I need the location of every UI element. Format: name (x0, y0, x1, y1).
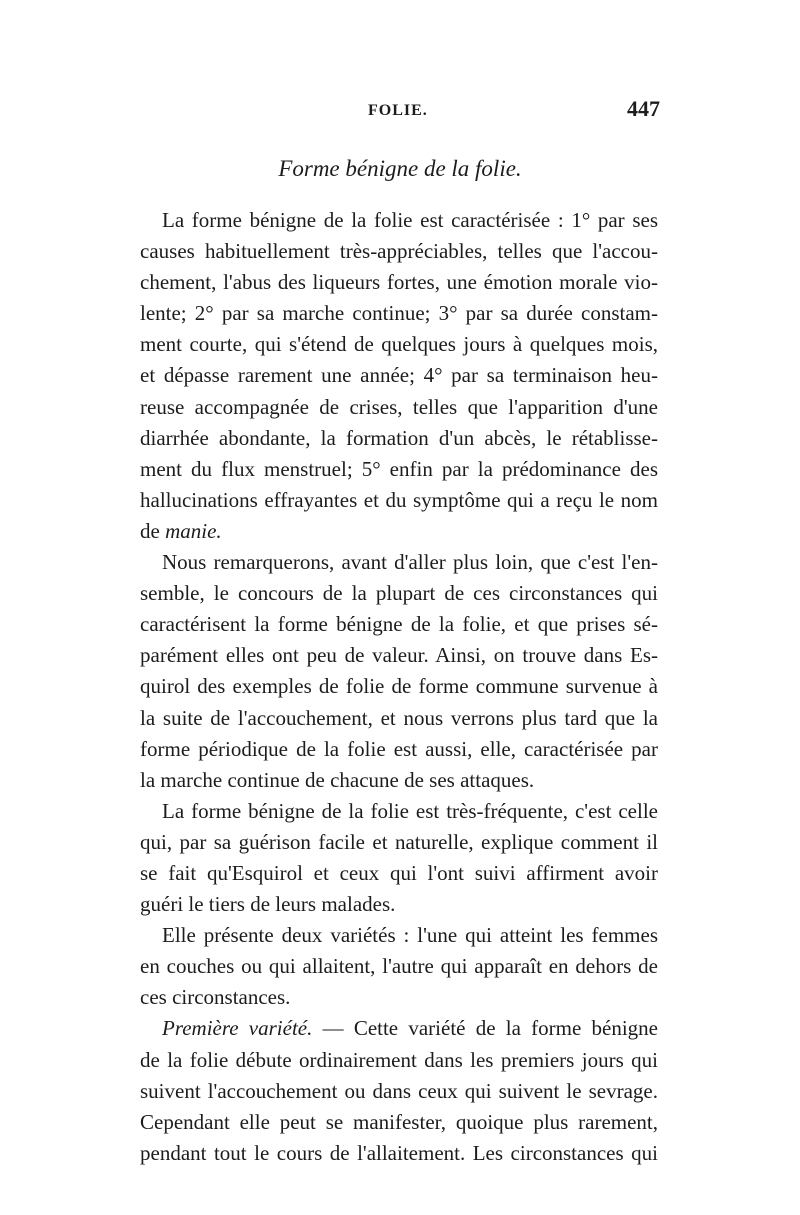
text-line (140, 982, 658, 1013)
line-text: causes habituellement très-appréciables, telles que l'accou- (140, 239, 658, 264)
text-line (140, 640, 658, 671)
line-text: qui, par sa guérison facile et naturelle, explique comment il (140, 829, 658, 854)
line-text: la suite de l'accouchement, et nous verrons plus tard que la (140, 705, 658, 730)
line-text: de (140, 518, 166, 543)
text-line (140, 329, 658, 360)
line-text: Cependant elle peut se manifester, quoique plus rarement, (140, 1109, 658, 1134)
page-number: 447 (627, 96, 660, 121)
text-line (140, 1107, 658, 1138)
line-text: de la folie débute ordinairement dans les premiers jours qui (140, 1047, 658, 1072)
text-line (140, 1076, 658, 1107)
line-text: guéri le tiers de leurs malades. (140, 892, 396, 917)
text-line (140, 547, 658, 578)
line-text: lente; 2° par sa marche continue; 3° par sa durée constam- (140, 301, 658, 326)
text-line (140, 298, 658, 329)
line-text: forme périodique de la folie est aussi, elle, caractérisée par (140, 736, 658, 761)
text-line (140, 1045, 658, 1076)
text-line (140, 236, 658, 267)
line-text: parément elles ont peu de valeur. Ainsi, on trouve dans Es- (140, 643, 658, 668)
line-text: et dépasse rarement une année; 4° par sa terminaison heu- (140, 363, 658, 388)
text-line (140, 485, 658, 516)
italic-lead: Première variété. (162, 1016, 313, 1041)
line-text: quirol des exemples de folie de forme commune survenue à (140, 674, 658, 699)
text-line (140, 609, 658, 640)
line-text: La forme bénigne de la folie est très-fréquente, c'est celle (162, 798, 658, 823)
line-text: la marche continue de chacune de ses attaques. (140, 767, 535, 792)
text-line (140, 1138, 658, 1169)
section-title: Forme bénigne de la folie. (278, 156, 522, 181)
line-text: caractérisent la forme bénigne de la folie, et que prises sé- (140, 612, 658, 637)
line-text: pendant tout le cours de l'allaitement. Les circonstances qui (140, 1140, 658, 1165)
text-line (140, 951, 658, 982)
text-line (140, 703, 658, 734)
line-text: chement, l'abus des liqueurs fortes, une émotion morale vio- (140, 270, 658, 295)
text-line (140, 1013, 658, 1044)
line-text: — Cette variété de la forme bénigne (312, 1016, 658, 1041)
text-line (140, 889, 658, 920)
line-text: semble, le concours de la plupart de ces circonstances qui (140, 581, 658, 606)
text-line (140, 267, 658, 298)
text-line (140, 516, 658, 547)
text-line (140, 671, 658, 702)
text-line (140, 858, 658, 889)
text-line (140, 423, 658, 454)
text-line (140, 827, 658, 858)
text-line (140, 578, 658, 609)
text-line (140, 920, 658, 951)
running-head: FOLIE. (368, 102, 428, 119)
line-text: en couches ou qui allaitent, l'autre qui apparaît en dehors de (140, 954, 658, 979)
text-line (140, 205, 658, 236)
page-header (140, 96, 660, 126)
italic-term: manie. (165, 518, 222, 543)
text-line (140, 765, 658, 796)
line-text: Nous remarquerons, avant d'aller plus loin, que c'est l'en- (162, 550, 658, 575)
line-text: suivent l'accouchement ou dans ceux qui suivent le sevrage. (140, 1078, 658, 1103)
body-text (140, 205, 658, 1169)
line-text: reuse accompagnée de crises, telles que l'apparition d'une (140, 394, 658, 419)
line-text: Elle présente deux variétés : l'une qui atteint les femmes (162, 923, 658, 948)
text-line (140, 360, 658, 391)
text-line (140, 392, 658, 423)
text-line (140, 734, 658, 765)
line-text: ment courte, qui s'étend de quelques jours à quelques mois, (140, 332, 658, 357)
text-line (140, 454, 658, 485)
line-text: ces circonstances. (140, 985, 291, 1010)
line-text: ment du flux menstruel; 5° enfin par la prédominance des (140, 456, 658, 481)
line-text: hallucinations effrayantes et du symptôme qui a reçu le nom (140, 487, 658, 512)
line-text: se fait qu'Esquirol et ceux qui l'ont suivi affirment avoir (140, 860, 658, 885)
line-text: La forme bénigne de la folie est caractérisée : 1° par ses (162, 208, 658, 232)
text-line (140, 796, 658, 827)
line-text: diarrhée abondante, la formation d'un abcès, le rétablisse- (140, 425, 658, 450)
